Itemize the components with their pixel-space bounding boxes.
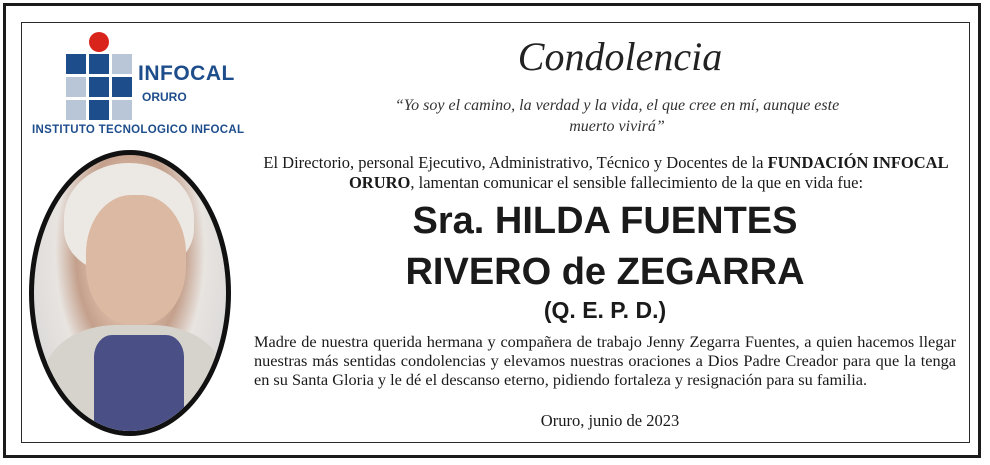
intro-paragraph <box>256 153 956 193</box>
bible-verse: “Yo soy el camino, la verdad y la vida, el que cree en mí, aunque este muerto vivirá” <box>394 97 840 135</box>
deceased-name-line2: RIVERO de ZEGARRA <box>405 251 805 293</box>
deceased-name <box>260 196 950 298</box>
logo-city: ORURO <box>142 90 187 104</box>
intro-text-2: , lamentan comunicar el sensible fallecimiento de la que en vida fue: <box>410 173 864 192</box>
deceased-name-line1: Sra. HILDA FUENTES <box>412 200 798 242</box>
date-line: Oruro, junio de 2023 <box>540 411 680 430</box>
logo-red-dot-icon <box>89 32 109 52</box>
rip-text: (Q. E. P. D.) <box>543 297 667 323</box>
deceased-photo <box>29 150 231 436</box>
logo-grid-icon <box>66 54 132 120</box>
foundation-name: FUNDACIÓN INFOCAL ORURO <box>348 153 949 192</box>
logo-name: INFOCAL <box>138 62 235 85</box>
logo-institute: INSTITUTO TECNOLOGICO INFOCAL <box>32 124 245 136</box>
page-title: Condolencia <box>517 34 723 79</box>
condolence-message: Madre de nuestra querida hermana y compañera de trabajo Jenny Zegarra Fuentes, a quien hacemos llegar nuestras más sentidas condolencias y elevamos nuestras oraciones a Dios Padre Creador para que la tenga en su Santa Gloria y le dé el descanso eterno, pidiendo fortaleza y resignación para su familia. <box>254 332 956 389</box>
infocal-logo <box>32 32 302 142</box>
intro-text-1: El Directorio, personal Ejecutivo, Administrativo, Técnico y Docentes de la <box>263 153 768 172</box>
